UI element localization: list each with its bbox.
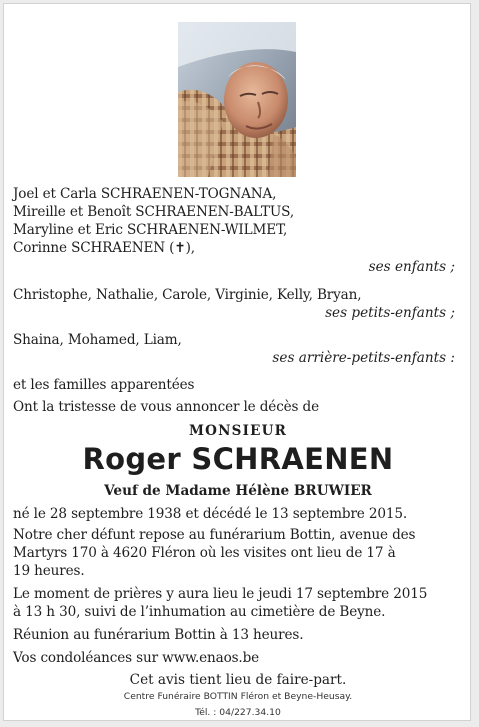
family-children-3: Maryline et Eric SCHRAENEN-WILMET, xyxy=(13,222,288,238)
family-great-grandchildren: Shaina, Mohamed, Liam, xyxy=(13,332,182,348)
portrait-image xyxy=(178,22,296,177)
prayers-line-2: à 13 h 30, suivi de l’inhumation au cimetière de Beyne. xyxy=(13,604,386,620)
prayers-line-1: Le moment de prières y aura lieu le jeudi 17 septembre 2015 xyxy=(13,586,428,602)
deceased-name: Roger SCHRAENEN xyxy=(82,442,394,476)
great-grandchildren-role: ses arrière-petits-enfants : xyxy=(272,350,455,366)
funeral-home: Centre Funéraire BOTTIN Fléron et Beyne-Heusay. xyxy=(123,691,353,702)
children-role: ses enfants ; xyxy=(368,259,455,275)
grandchildren-role: ses petits-enfants ; xyxy=(325,305,455,321)
family-relatives: et les familles apparentées xyxy=(13,377,195,393)
rest-location-line-3: 19 heures. xyxy=(13,563,85,579)
family-children-4: Corinne SCHRAENEN (✝), xyxy=(13,240,195,256)
deceased-widower-of: Veuf de Madame Hélène BRUWIER xyxy=(104,483,372,499)
family-grandchildren: Christophe, Nathalie, Carole, Virginie, Kelly, Bryan, xyxy=(13,287,362,303)
deceased-title: MONSIEUR xyxy=(189,423,287,439)
condolences-info: Vos condoléances sur www.enaos.be xyxy=(13,650,260,666)
deceased-photo xyxy=(178,22,296,177)
birth-death-dates: né le 28 septembre 1938 et décédé le 13 septembre 2015. xyxy=(13,506,408,522)
meeting-info: Réunion au funérarium Bottin à 13 heures. xyxy=(13,627,304,643)
funeral-home-phone: Tél. : 04/227.34.10 xyxy=(195,707,281,718)
family-children-2: Mireille et Benoît SCHRAENEN-BALTUS, xyxy=(13,204,294,220)
announcement: Ont la tristesse de vous annoncer le décès de xyxy=(13,399,319,415)
family-children-1: Joel et Carla SCHRAENEN-TOGNANA, xyxy=(13,186,277,202)
rest-location-line-2: Martyrs 170 à 4620 Fléron où les visites ont lieu de 17 à xyxy=(13,545,396,561)
death-notice xyxy=(3,3,471,721)
notice-statement: Cet avis tient lieu de faire-part. xyxy=(129,672,347,688)
rest-location-line-1: Notre cher défunt repose au funérarium Bottin, avenue des xyxy=(13,527,416,543)
